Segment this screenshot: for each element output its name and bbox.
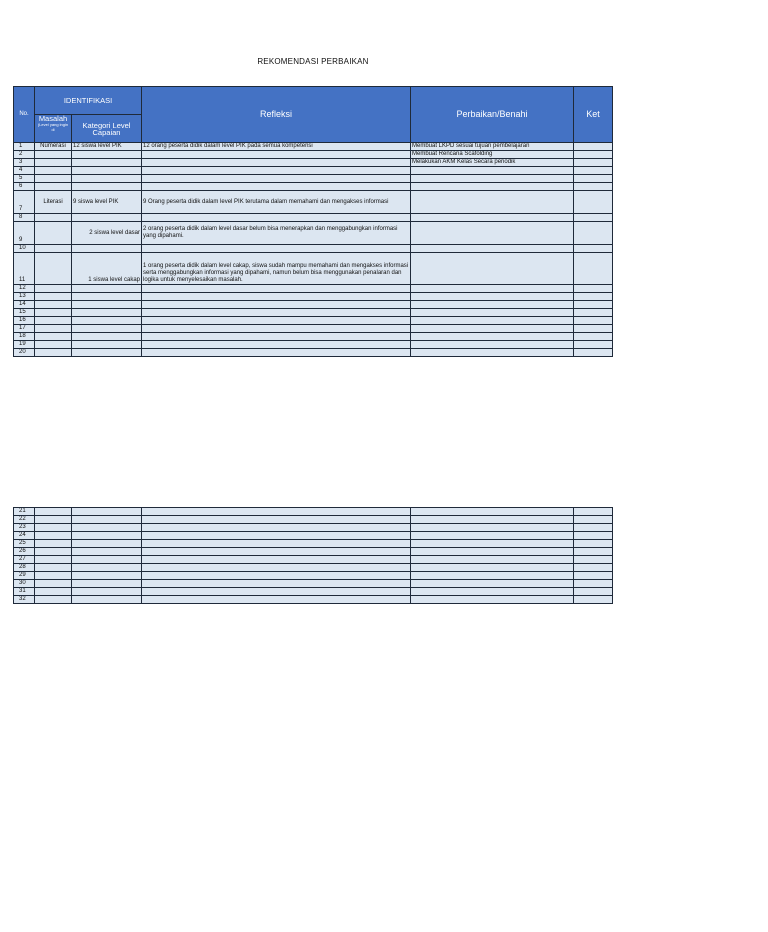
cell-empty (72, 572, 142, 580)
cell-empty (35, 572, 72, 580)
cell-masalah (35, 285, 72, 293)
cell-kategori (72, 175, 142, 183)
cell-masalah (35, 349, 72, 357)
cell-empty (142, 596, 411, 604)
cell-empty (411, 548, 574, 556)
cell-masalah (35, 245, 72, 253)
recommendation-table (13, 86, 613, 357)
cell-no: 15 (14, 309, 35, 317)
cell-masalah (35, 214, 72, 222)
cell-masalah: Literasi (35, 191, 72, 214)
cell-empty (574, 588, 613, 596)
cell-perbaikan (411, 325, 574, 333)
cell-empty (142, 588, 411, 596)
cell-empty (411, 596, 574, 604)
cell-kategori (72, 293, 142, 301)
cell-empty (574, 596, 613, 604)
table-row (14, 183, 613, 191)
cell-no: 23 (14, 524, 35, 532)
cell-perbaikan (411, 183, 574, 191)
cell-ket (574, 333, 613, 341)
table-row (14, 516, 613, 524)
cell-empty (35, 580, 72, 588)
cell-refleksi (142, 167, 411, 175)
cell-masalah (35, 167, 72, 175)
cell-empty (35, 548, 72, 556)
cell-no: 28 (14, 564, 35, 572)
cell-kategori (72, 151, 142, 159)
cell-ket (574, 245, 613, 253)
cell-empty (142, 540, 411, 548)
cell-perbaikan (411, 245, 574, 253)
cell-empty (574, 564, 613, 572)
cell-refleksi (142, 317, 411, 325)
cell-no: 3 (14, 159, 35, 167)
cell-masalah (35, 159, 72, 167)
cell-empty (142, 516, 411, 524)
cell-refleksi (142, 333, 411, 341)
cell-empty (72, 540, 142, 548)
cell-masalah (35, 301, 72, 309)
table-row (14, 349, 613, 357)
cell-masalah (35, 341, 72, 349)
cell-empty (142, 532, 411, 540)
cell-empty (72, 508, 142, 516)
cell-no: 32 (14, 596, 35, 604)
cell-empty (72, 516, 142, 524)
document-title: REKOMENDASI PERBAIKAN (257, 57, 369, 66)
cell-kategori (72, 333, 142, 341)
cell-empty (35, 508, 72, 516)
header-ket: Ket (574, 87, 613, 143)
cell-perbaikan (411, 349, 574, 357)
cell-empty (411, 580, 574, 588)
cell-empty (574, 580, 613, 588)
cell-ket (574, 325, 613, 333)
cell-empty (142, 548, 411, 556)
cell-no: 20 (14, 349, 35, 357)
cell-no: 26 (14, 548, 35, 556)
table-row (14, 214, 613, 222)
cell-empty (574, 508, 613, 516)
cell-refleksi (142, 285, 411, 293)
table-row (14, 245, 613, 253)
cell-perbaikan (411, 167, 574, 175)
cell-perbaikan (411, 285, 574, 293)
cell-refleksi (142, 341, 411, 349)
cell-no: 24 (14, 532, 35, 540)
cell-empty (574, 540, 613, 548)
cell-masalah (35, 293, 72, 301)
cell-perbaikan (411, 317, 574, 325)
cell-no: 16 (14, 317, 35, 325)
cell-empty (72, 556, 142, 564)
cell-masalah (35, 325, 72, 333)
cell-kategori (72, 167, 142, 175)
cell-empty (411, 532, 574, 540)
cell-refleksi (142, 301, 411, 309)
cell-no: 21 (14, 508, 35, 516)
cell-masalah (35, 253, 72, 285)
cell-no: 12 (14, 285, 35, 293)
cell-kategori (72, 349, 142, 357)
table-row (14, 556, 613, 564)
cell-no: 17 (14, 325, 35, 333)
cell-no: 6 (14, 183, 35, 191)
cell-refleksi (142, 175, 411, 183)
cell-empty (72, 580, 142, 588)
table-row (14, 508, 613, 516)
cell-ket (574, 159, 613, 167)
cell-no: 7 (14, 191, 35, 214)
table-row (14, 143, 613, 151)
cell-ket (574, 285, 613, 293)
cell-ket (574, 143, 613, 151)
cell-ket (574, 151, 613, 159)
cell-masalah (35, 222, 72, 245)
table-row (14, 253, 613, 285)
cell-no: 29 (14, 572, 35, 580)
cell-kategori: 12 siswa level PIK (72, 143, 142, 151)
cell-empty (411, 516, 574, 524)
cell-empty (411, 524, 574, 532)
cell-empty (72, 588, 142, 596)
table-row (14, 532, 613, 540)
table-row (14, 540, 613, 548)
cell-refleksi: 2 orang peserta didik dalam level dasar belum bisa menerapkan dan menggabungkan informasi yang dipahami. (142, 222, 411, 245)
cell-kategori (72, 309, 142, 317)
cell-no: 14 (14, 301, 35, 309)
cell-kategori (72, 341, 142, 349)
cell-no: 10 (14, 245, 35, 253)
cell-kategori: 2 siswa level dasar (72, 222, 142, 245)
cell-empty (142, 556, 411, 564)
cell-empty (574, 556, 613, 564)
cell-empty (142, 508, 411, 516)
cell-masalah (35, 151, 72, 159)
cell-perbaikan (411, 253, 574, 285)
cell-refleksi (142, 349, 411, 357)
cell-perbaikan (411, 341, 574, 349)
cell-kategori (72, 214, 142, 222)
cell-empty (574, 532, 613, 540)
cell-no: 22 (14, 516, 35, 524)
cell-masalah (35, 183, 72, 191)
cell-empty (72, 564, 142, 572)
cell-empty (35, 564, 72, 572)
cell-empty (574, 548, 613, 556)
header-identifikasi: IDENTIFIKASI (35, 87, 142, 115)
cell-no: 2 (14, 151, 35, 159)
cell-kategori (72, 325, 142, 333)
cell-ket (574, 222, 613, 245)
cell-perbaikan (411, 301, 574, 309)
recommendation-table-continued (13, 507, 613, 604)
cell-kategori (72, 245, 142, 253)
cell-empty (574, 524, 613, 532)
cell-kategori (72, 317, 142, 325)
table-row (14, 191, 613, 214)
header-perbaikan: Perbaikan/Benahi (411, 87, 574, 143)
cell-masalah (35, 309, 72, 317)
cell-no: 18 (14, 333, 35, 341)
cell-perbaikan (411, 293, 574, 301)
cell-ket (574, 191, 613, 214)
cell-empty (142, 580, 411, 588)
header-no: No. (14, 87, 35, 143)
cell-empty (411, 508, 574, 516)
cell-ket (574, 167, 613, 175)
header-level-note: (Level yang ingin di (37, 122, 69, 132)
table-row (14, 596, 613, 604)
cell-no: 31 (14, 588, 35, 596)
table-row (14, 285, 613, 293)
cell-ket (574, 253, 613, 285)
cell-empty (142, 572, 411, 580)
cell-no: 8 (14, 214, 35, 222)
table-row (14, 564, 613, 572)
cell-kategori: 1 siswa level cakap (72, 253, 142, 285)
cell-perbaikan (411, 214, 574, 222)
cell-refleksi: 1 orang peserta didik dalam level cakap, siswa sudah mampu memahami dan mengakses informasi serta menggabungkan informasi yang dipahami, namun belum bisa menggunakan penalaran dan logika untuk menyelesaikan masalah. (142, 253, 411, 285)
cell-kategori: 9 siswa level PIK (72, 191, 142, 214)
cell-empty (142, 524, 411, 532)
cell-refleksi (142, 325, 411, 333)
cell-refleksi (142, 214, 411, 222)
cell-empty (35, 524, 72, 532)
cell-empty (72, 596, 142, 604)
cell-no: 4 (14, 167, 35, 175)
cell-empty (72, 524, 142, 532)
table-row (14, 524, 613, 532)
cell-refleksi (142, 293, 411, 301)
cell-ket (574, 301, 613, 309)
cell-ket (574, 309, 613, 317)
cell-perbaikan (411, 191, 574, 214)
header-kategori: Kategori Level Capaian (72, 115, 142, 143)
cell-no: 25 (14, 540, 35, 548)
cell-empty (411, 588, 574, 596)
cell-empty (35, 532, 72, 540)
cell-no: 19 (14, 341, 35, 349)
cell-no: 1 (14, 143, 35, 151)
cell-ket (574, 214, 613, 222)
table-row (14, 293, 613, 301)
cell-empty (411, 572, 574, 580)
cell-perbaikan: Melakukan AKM Kelas Secara periodik (411, 159, 574, 167)
cell-perbaikan: Membuat Rencana Scafolding (411, 151, 574, 159)
cell-kategori (72, 285, 142, 293)
table-row (14, 580, 613, 588)
table-row (14, 572, 613, 580)
cell-empty (35, 588, 72, 596)
cell-empty (411, 540, 574, 548)
cell-perbaikan (411, 309, 574, 317)
cell-masalah (35, 175, 72, 183)
cell-ket (574, 341, 613, 349)
cell-ket (574, 183, 613, 191)
cell-kategori (72, 301, 142, 309)
table-row (14, 222, 613, 245)
table-row (14, 341, 613, 349)
table-row (14, 159, 613, 167)
cell-ket (574, 317, 613, 325)
cell-refleksi (142, 309, 411, 317)
table-row (14, 548, 613, 556)
cell-empty (574, 572, 613, 580)
table-row (14, 588, 613, 596)
cell-no: 9 (14, 222, 35, 245)
cell-refleksi (142, 245, 411, 253)
table-row (14, 325, 613, 333)
header-masalah-label: Masalah (38, 114, 68, 123)
table-row (14, 333, 613, 341)
cell-perbaikan (411, 333, 574, 341)
cell-refleksi: 12 orang peserta didik dalam level PIK pada semua kompetensi (142, 143, 411, 151)
cell-empty (574, 516, 613, 524)
cell-kategori (72, 183, 142, 191)
cell-masalah (35, 333, 72, 341)
cell-empty (35, 540, 72, 548)
cell-perbaikan: Membuat LKPD sesuai tujuan pembelajaran (411, 143, 574, 151)
header-masalah (35, 115, 72, 143)
cell-ket (574, 175, 613, 183)
cell-empty (142, 564, 411, 572)
table-row (14, 151, 613, 159)
header-refleksi: Refleksi (142, 87, 411, 143)
cell-ket (574, 293, 613, 301)
cell-empty (35, 556, 72, 564)
cell-refleksi (142, 159, 411, 167)
cell-refleksi (142, 151, 411, 159)
cell-ket (574, 349, 613, 357)
cell-masalah (35, 317, 72, 325)
cell-no: 11 (14, 253, 35, 285)
cell-empty (72, 548, 142, 556)
cell-perbaikan (411, 175, 574, 183)
cell-empty (35, 596, 72, 604)
cell-empty (35, 516, 72, 524)
cell-kategori (72, 159, 142, 167)
cell-empty (411, 564, 574, 572)
cell-empty (72, 532, 142, 540)
cell-no: 30 (14, 580, 35, 588)
cell-empty (411, 556, 574, 564)
cell-refleksi: 9 Orang peserta didik dalam level PIK terutama dalam memahami dan mengakses informasi (142, 191, 411, 214)
table-row (14, 167, 613, 175)
cell-no: 27 (14, 556, 35, 564)
table-row (14, 175, 613, 183)
table-row (14, 309, 613, 317)
cell-refleksi (142, 183, 411, 191)
cell-no: 13 (14, 293, 35, 301)
cell-perbaikan (411, 222, 574, 245)
table-row (14, 301, 613, 309)
cell-no: 5 (14, 175, 35, 183)
table-row (14, 317, 613, 325)
cell-masalah: Numerasi (35, 143, 72, 151)
